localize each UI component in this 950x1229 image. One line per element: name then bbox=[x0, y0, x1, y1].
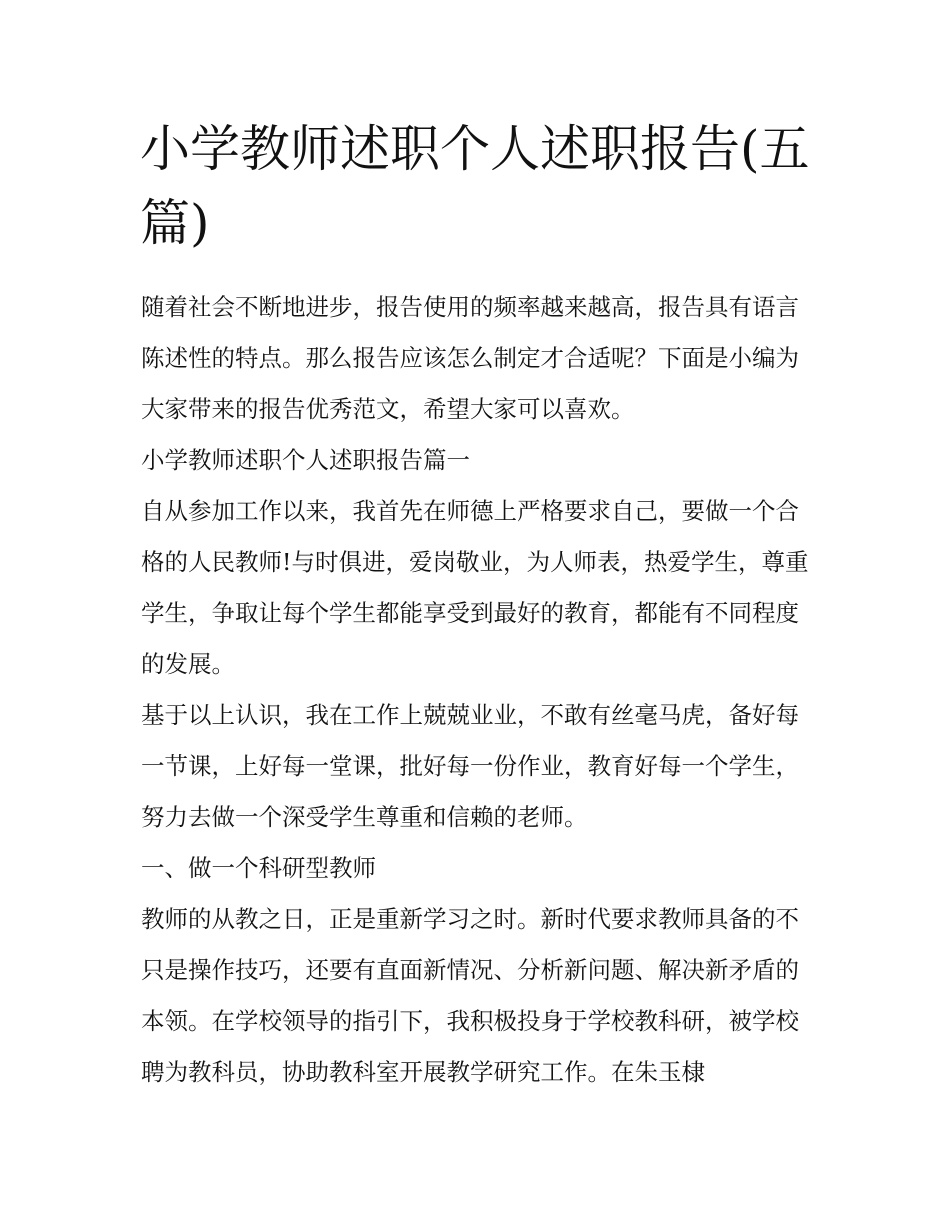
body-paragraph: 自从参加工作以来，我首先在师德上严格要求自己，要做一个合格的人民教师!与时俱进，爱岗敬业，为人师表，热爱学生，尊重学生，争取让每个学生都能享受到最好的教育，都能有不同程度的发展。 bbox=[141, 497, 809, 678]
document-title: 小学教师述职个人述职报告(五篇) bbox=[140, 120, 810, 252]
body-paragraph: 教师的从教之日，正是重新学习之时。新时代要求教师具备的不只是操作技巧，还要有直面新情况、分析新问题、解决新矛盾的本领。在学校领导的指引下，我积极投身于学校教科研，被学校聘为教科员，协助教科室开展教学研究工作。在朱玉棣 bbox=[141, 905, 799, 1086]
subsection-heading: 一、做一个科研型教师 bbox=[141, 854, 376, 882]
body-paragraph: 基于以上认识，我在工作上兢兢业业，不敢有丝毫马虎，备好每一节课，上好每一堂课，批好每一份作业，教育好每一个学生，努力去做一个深受学生尊重和信赖的老师。 bbox=[141, 701, 799, 831]
section-heading-part-one: 小学教师述职个人述职报告篇一 bbox=[141, 446, 470, 474]
intro-paragraph: 随着社会不断地进步，报告使用的频率越来越高，报告具有语言陈述性的特点。那么报告应该怎么制定才合适呢？下面是小编为大家带来的报告优秀范文，希望大家可以喜欢。 bbox=[141, 293, 799, 423]
document-body bbox=[141, 282, 813, 1098]
